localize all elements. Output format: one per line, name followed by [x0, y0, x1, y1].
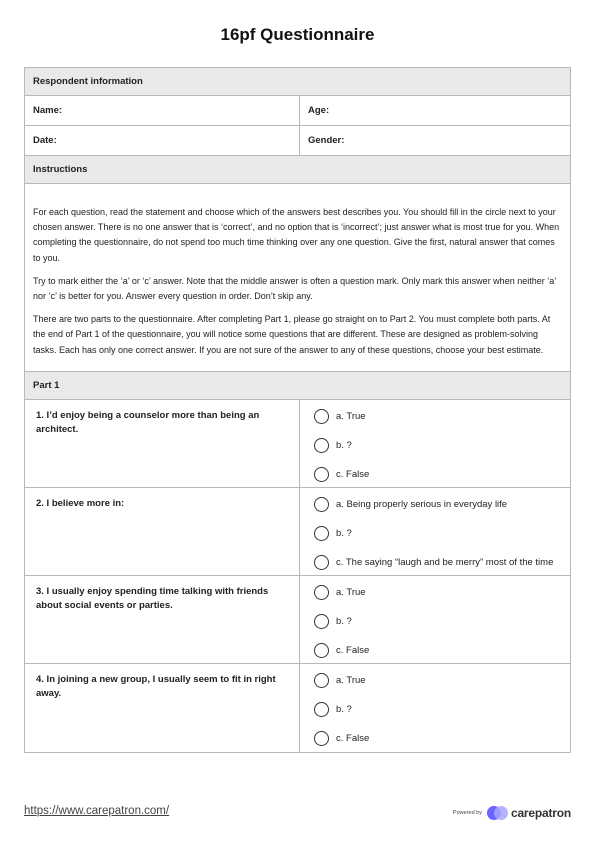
option-a[interactable] — [300, 490, 570, 519]
radio-circle-icon[interactable] — [314, 555, 329, 570]
option-label: a. Being properly serious in everyday life — [336, 498, 508, 510]
radio-circle-icon[interactable] — [314, 409, 329, 424]
option-c[interactable] — [300, 724, 570, 753]
option-label: c. False — [336, 644, 370, 656]
date-field[interactable] — [25, 126, 299, 155]
radio-circle-icon[interactable] — [314, 731, 329, 746]
footer-url-link[interactable]: https://www.carepatron.com/ — [24, 805, 170, 817]
option-label: a. True — [336, 586, 366, 598]
option-b[interactable] — [300, 607, 570, 636]
radio-circle-icon[interactable] — [314, 526, 329, 541]
option-label: a. True — [336, 674, 366, 686]
option-label: b. ? — [336, 615, 352, 627]
gender-label: Gender: — [308, 135, 345, 146]
option-c[interactable] — [300, 460, 570, 489]
question-text: 1. I’d enjoy being a counselor more than being an architect. — [36, 409, 260, 435]
age-field[interactable] — [299, 96, 570, 125]
option-b[interactable] — [300, 695, 570, 724]
radio-circle-icon[interactable] — [314, 497, 329, 512]
radio-circle-icon[interactable] — [314, 673, 329, 688]
instructions-paragraph: There are two parts to the questionnaire. After completing Part 1, please go straight on to Part 2. You must complete both parts. At the end of Part 1 of the questionnaire, you will notice some questions that are different. These are designed as problem-solving tasks. Each has only one correct answer. If you are not sure of the answer to any of these questions, choose your best estimate. — [33, 314, 551, 355]
question-text: 4. In joining a new group, I usually seem to fit in right away. — [36, 673, 276, 699]
powered-by-text: Powered by — [452, 810, 482, 816]
question-text: 2. I believe more in: — [36, 497, 125, 509]
option-a[interactable] — [300, 402, 570, 431]
radio-circle-icon[interactable] — [314, 467, 329, 482]
answer-options — [299, 664, 570, 752]
question-row — [25, 664, 570, 752]
option-label: b. ? — [336, 703, 352, 715]
part1-section-header — [25, 372, 570, 400]
instructions-paragraph: For each question, read the statement and choose which of the answers best describes you. You should fill in the circle next to your chosen answer. There is no one answer that is ‘correct’, and no option that is ‘incorrect’; just answer what is most true for you. When completing the questionnaire, do not spend too much time thinking over any one question. Give the first, natural answer that comes to you. — [33, 207, 560, 263]
question-row — [25, 488, 570, 576]
option-c[interactable] — [300, 636, 570, 665]
option-label: c. False — [336, 732, 370, 744]
logo-circle-right — [494, 806, 508, 820]
answer-options — [299, 400, 570, 487]
name-age-row — [25, 96, 570, 126]
instructions-paragraph: Try to mark either the ‘a’ or ‘c’ answer. Note that the middle answer is often a question mark. Only mark this answer when neither ‘a’ nor ‘c’ is better for you. Answer every question in order. Don’t skip any. — [33, 275, 556, 302]
option-b[interactable] — [300, 431, 570, 460]
option-c[interactable] — [300, 548, 570, 577]
question-row — [25, 400, 570, 488]
radio-circle-icon[interactable] — [314, 585, 329, 600]
page-title: 16pf Questionnaire — [220, 25, 375, 44]
part1-heading: Part 1 — [33, 379, 60, 391]
respondent-heading: Respondent information — [33, 76, 143, 87]
radio-circle-icon[interactable] — [314, 614, 329, 629]
questionnaire-form — [24, 67, 571, 753]
name-label: Name: — [33, 105, 63, 116]
question-row — [25, 576, 570, 664]
option-label: a. True — [336, 410, 366, 422]
option-label: c. The saying “laugh and be merry” most of the time — [336, 556, 554, 568]
radio-circle-icon[interactable] — [314, 643, 329, 658]
option-label: b. ? — [336, 527, 352, 539]
option-b[interactable] — [300, 519, 570, 548]
respondent-section-header — [25, 68, 570, 96]
option-label: b. ? — [336, 439, 352, 451]
instructions-section-header — [25, 156, 570, 184]
question-text: 3. I usually enjoy spending time talking with friends about social events or parties. — [36, 585, 269, 611]
answer-options — [299, 576, 570, 663]
radio-circle-icon[interactable] — [314, 702, 329, 717]
brand-block — [453, 804, 571, 822]
gender-field[interactable] — [299, 126, 570, 155]
date-label: Date: — [33, 135, 57, 146]
carepatron-logo-icon — [487, 804, 508, 822]
age-label: Age: — [308, 105, 330, 116]
date-gender-row — [25, 126, 570, 156]
brand-name: carepatron — [510, 806, 571, 820]
option-label: c. False — [336, 468, 370, 480]
name-field[interactable] — [25, 96, 299, 125]
instructions-body — [25, 184, 570, 372]
answer-options — [299, 488, 570, 575]
option-a[interactable] — [300, 578, 570, 607]
radio-circle-icon[interactable] — [314, 438, 329, 453]
instructions-heading: Instructions — [33, 164, 88, 175]
option-a[interactable] — [300, 666, 570, 695]
